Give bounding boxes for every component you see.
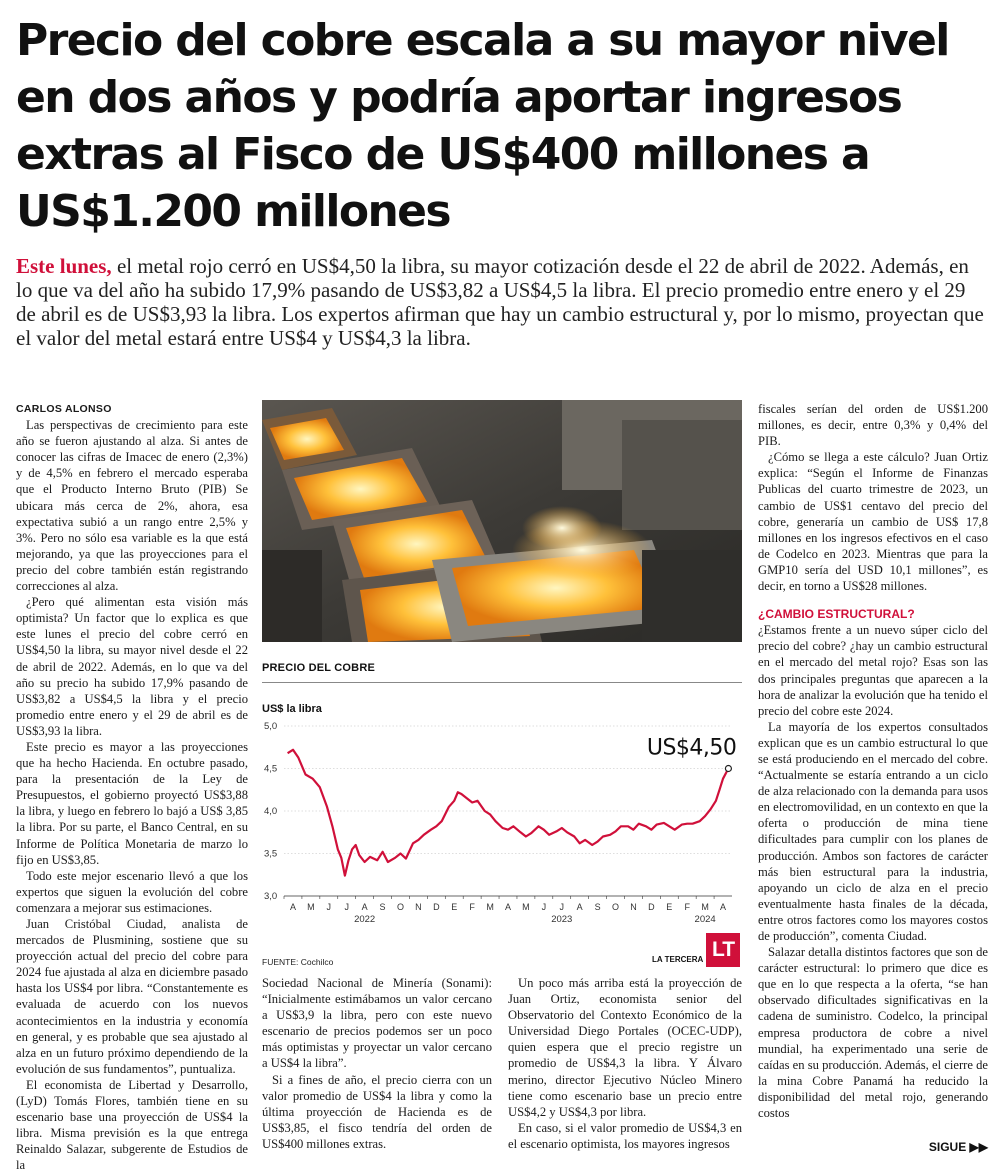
col1-paragraph-1: Las perspectivas de crecimiento para este año se fueron ajustando al alza. Si antes de conocer las cifras de Imacec de enero (2,3%) y de 4,5% en febrero el mercado esperaba que el Producto Interno Bruto (PIB) Se ubicara más cerca de 2%, ahora, esa expectativa subió a un rango entre 2,5% y 3%. Pero no sólo esa variable es la que está mejorando, ya que las proyecciones para el precio del cobre también están registrando correcciones al alza.	[16, 418, 248, 594]
chart-x-tick-label: A	[289, 902, 296, 912]
section-subhead: ¿CAMBIO ESTRUCTURAL?	[758, 607, 915, 622]
chart-x-tick-label: E	[666, 902, 673, 912]
chart-y-tick-label: 3,0	[264, 891, 278, 902]
chart-y-axis-label: US$ la libra	[262, 703, 322, 715]
chart-x-tick-label: A	[361, 902, 368, 912]
lead-kicker: Este lunes,	[16, 254, 112, 278]
continue-marker: SIGUE ▶▶	[928, 1140, 988, 1154]
la-tercera-logo: LT	[706, 933, 740, 967]
chart-x-tick-label: M	[701, 902, 709, 912]
column-3	[508, 975, 742, 1152]
col3-paragraph-1: Un poco más arriba está la proyección de Juan Ortiz, economista senior del Observatorio del Contexto Económico de la Universidad Diego Portales (OCEC-UDP), quien espera que el precio registre un promedio de US$4,3 la libra. Y Álvaro merino, director Ejecutivo Núcleo Minero tiene como escenario base un precio entre US$4,2 y US$4,3 por libra.	[508, 976, 742, 1119]
copper-smelting-photo	[262, 400, 742, 642]
chart-x-tick-label: S	[594, 902, 601, 912]
col3-paragraph-2: En caso, si el valor promedio de US$4,3 en el escenario optimista, los mayores ingresos	[508, 1120, 742, 1151]
chart-annotation-label: US$4,50	[646, 735, 737, 761]
chart-x-tick-label: A	[720, 902, 727, 912]
column-1	[16, 401, 248, 1174]
chart-x-tick-label: F	[469, 902, 475, 912]
chart-x-tick-label: M	[307, 902, 315, 912]
chart-x-tick-label: N	[415, 902, 422, 912]
chart-x-tick-label: J	[326, 902, 332, 912]
col4-paragraph-3: ¿Estamos frente a un nuevo súper ciclo del precio del cobre? ¿hay un cambio estructural en el mercado del metal rojo? Esas son las dos principales preguntas que aparecen a la hora de analizar la evolución que ha tenido el precio del cobre este 2024.	[758, 623, 988, 718]
chart-x-tick-label: N	[630, 902, 637, 912]
photo-illustration	[262, 400, 742, 642]
chart-x-tick-label: A	[504, 902, 512, 912]
chart-year-label: 2022	[354, 914, 376, 925]
col1-paragraph-2: ¿Pero qué alimentan esta visión más optimista? Un factor que lo explica es que este lunes el precio del cobre cerró en US$4,50 la libra, su mayor nivel desde el 22 de abril de 2022. Además, en lo que va del año su precio ha subido 17,9% pasando de US$3,82 a US$4,5 la libra y el precio promedio entre enero y el 29 de abril es de US$3,93 la libra.	[16, 595, 248, 738]
chart-source: FUENTE: Cochilco	[262, 957, 334, 967]
chart-x-tick-label: D	[433, 902, 440, 912]
col2-paragraph-1: Sociedad Nacional de Minería (Sonami): “Inicialmente estimábamos un valor cercano a US$3,9 la libra, pero con este nuevo escenario de precios podemos ser un poco más optimistas y proyectar un valor cercano a US$4 la libra”.	[262, 976, 492, 1071]
chart-x-tick-label: O	[612, 902, 620, 912]
lead-text: el metal rojo cerró en US$4,50 la libra, su mayor cotización desde el 22 de abril de 2022. Además, en lo que va del año ha subido 17,9% pasando de US$3,82 a US$4,5 la libra. El precio promedio entre enero y el 29 de abril es de US$3,93 la libra. Los expertos afirman que hay un cambio estructural y, por lo mismo, proyectan que el valor del metal estará entre US$4 y US$4,3 la libra.	[16, 254, 984, 350]
col1-paragraph-3: Este precio es mayor a las proyecciones que ha hecho Hacienda. En octubre pasado, para la presentación de la Ley de Presupuestos, el gobierno proyectó US$3,88 la libra, y luego en febrero lo bajó a US$ 3,85 la libra. Por su parte, el Banco Central, en su Informe de Política Monetaria de marzo lo fijo en US$3,85.	[16, 739, 248, 867]
column-2	[262, 975, 492, 1152]
chart-x-tick-label: S	[379, 902, 386, 912]
chart-x-tick-label: M	[486, 902, 494, 912]
lead-paragraph	[16, 254, 984, 350]
col2-paragraph-2: Si a fines de año, el precio cierra con un valor promedio de US$4 la libra y como la última proyección de Hacienda es de US$3,85, el fisco tendría del orden de US$400 millones extras.	[262, 1072, 492, 1151]
copper-price-chart	[262, 650, 742, 970]
column-4	[758, 401, 988, 1121]
chart-x-tick-label: J	[344, 902, 349, 912]
chart-year-label: 2024	[694, 914, 716, 925]
brand-name: LA TERCERA	[652, 955, 704, 964]
chart-year-label: 2023	[551, 914, 573, 925]
chart-x-tick-label: A	[576, 902, 583, 912]
chart-x-tick-label: D	[648, 902, 655, 912]
chart-plot	[262, 718, 742, 938]
col1-paragraph-4: Todo este mejor escenario llevó a que los expertos que siguen la evolución del cobre comenzara a mejorar sus estimaciones.	[16, 868, 248, 915]
chart-x-tick-label: J	[559, 902, 565, 912]
col4-paragraph-5: Salazar detalla distintos factores que son de carácter estructural: lo primero que dice es que en lo que respecta a la oferta, “se han observado dificultades significativas en la cadena de suministro. Codelco, la principal empresa productora de cobre a nivel mundial, ha experimentado una serie de caídas en su producción. Además, el cierre de la mina Cobre Panamá ha reducido la disponibilidad del metal rojo, generando costos	[758, 945, 988, 1121]
chart-x-tick-label: M	[522, 902, 530, 912]
chart-x-tick-label: O	[396, 902, 404, 912]
chart-divider	[262, 682, 742, 683]
col4-paragraph-4: La mayoría de los expertos consultados explican que es un cambio estructural lo que se está produciendo en el mercado del cobre. “Actualmente se estaría entrando a un ciclo de alza relacionado con la demanda para usos en electromovilidad, en un contexto en que la oferta o producción de mina tiene dificultades para cumplir con los planes de producción. Ambos son factores de carácter más bien estructural para la industria, apoyando un ciclo de alza en el precio eventualmente hasta finales de la década, entre otros factores como los mayores costos de producción”, comenta Ciudad.	[758, 719, 988, 943]
chart-x-tick-label: J	[541, 902, 547, 912]
col1-paragraph-5: Juan Cristóbal Ciudad, analista de mercados de Plusmining, sostiene que su proyección actual del precio del cobre para 2024 fue ajustada al alza en diciembre pasado hasta los US$4 por libra. “Constantemente es evaluada de acuerdo con los nuevos acontecimientos en la industria y economía en general, y es probable que sea ajustado al alza en un futuro próximo dependiendo de la evolución de sus fundamentos”, puntualiza.	[16, 917, 248, 1076]
chart-y-tick-label: 4,5	[264, 763, 278, 775]
chart-title: PRECIO DEL COBRE	[262, 662, 376, 674]
chart-x-tick-label: E	[451, 902, 458, 912]
chart-x-tick-label: F	[684, 902, 690, 912]
chart-y-tick-label: 4,0	[264, 806, 278, 817]
byline: CARLOS ALONSO	[16, 403, 112, 415]
col4-paragraph-1: fiscales serían del orden de US$1.200 millones, es decir, entre 0,3% y 0,4% del PIB.	[758, 402, 988, 449]
col4-paragraph-2: ¿Cómo se llega a este cálculo? Juan Ortiz explica: “Según el Informe de Finanzas Publicas del cuarto trimestre de 2023, un cambio de US$1 centavo del precio del cobre, generaría un cambio de US$ 17,8 millones en los ingresos efectivos en el caso de Codelco en 2023. Mientras que para la GMP10 sería del USD 10,1 millones”, es decir, en torno a US$28 millones.	[758, 450, 988, 594]
col1-paragraph-6: El economista de Libertad y Desarrollo, (LyD) Tomás Flores, también tiene en su escenario base una proyección de US$4 la libra. Misma previsión es la que entrega Reinaldo Salazar, subgerente de Estudios de la	[16, 1077, 248, 1173]
headline: Precio del cobre escala a su mayor nivel en dos años y podría aportar ingresos extras al Fisco de US$400 millones a US$1.200 millones	[16, 15, 949, 237]
chart-last-point-marker	[725, 766, 731, 772]
chart-y-tick-label: 3,5	[264, 848, 278, 860]
chart-y-tick-label: 5,0	[264, 721, 278, 732]
